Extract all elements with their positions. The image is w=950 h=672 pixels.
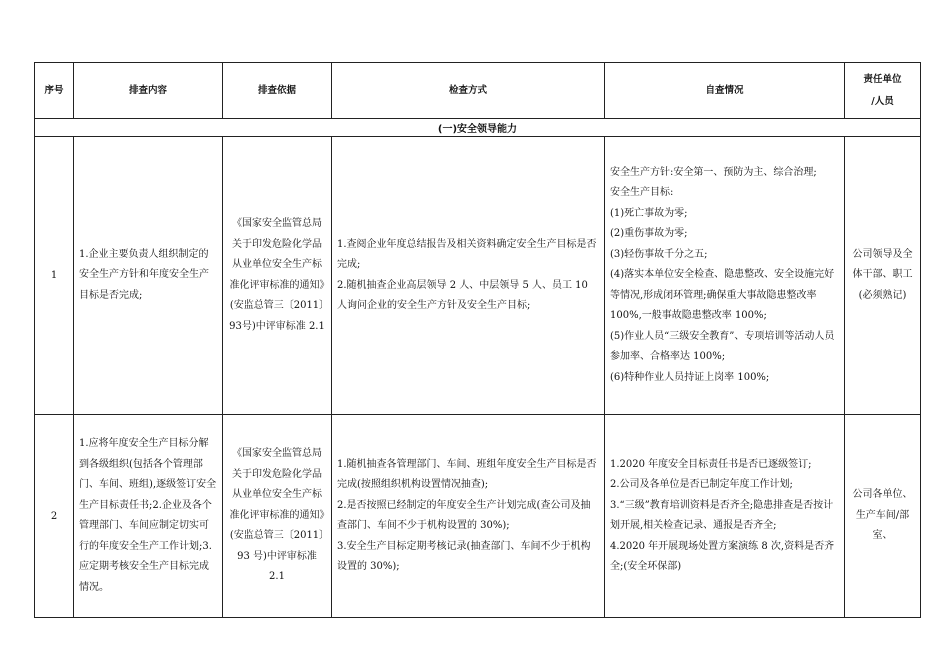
section-title: (一)安全领导能力	[35, 119, 921, 137]
self-check-item: 4.2020 年开展现场处置方案演练 8 次,资料是否齐全;(安全环保部)	[610, 540, 835, 572]
self-check-item: 1.2020 年度安全目标责任书是否已逐级签订;	[610, 458, 812, 470]
row-method	[332, 137, 605, 415]
section-row	[35, 119, 921, 137]
header-row	[35, 63, 921, 119]
header-responsible-line2: /人员	[871, 95, 894, 107]
self-check-item: 安全生产方针:安全第一、预防为主、综合治理;	[610, 166, 817, 178]
inspection-table	[34, 62, 921, 618]
header-method: 检查方式	[332, 63, 605, 119]
header-self-check: 自查情况	[605, 63, 845, 119]
method-item: 2.随机抽查企业高层领导 2 人、中层领导 5 人、员工 10 人询问企业的安全生产方针及安全生产目标;	[337, 279, 588, 311]
self-check-item: (4)落实本单位安全检查、隐患整改、安全设施完好等情况,形成闭环管理;确保重大事故隐患整改率 100%,一般事故隐患整改率 100%;	[610, 269, 835, 322]
header-responsible	[845, 63, 921, 119]
method-item: 1.随机抽查各管理部门、车间、班组年度安全生产目标是否完成(按照组织机构设置情况抽查);	[337, 458, 597, 490]
self-check-item: 2.公司及各单位是否已制定年度工作计划;	[610, 479, 793, 490]
row-content: 1.企业主要负责人组织制定的安全生产方针和年度安全生产目标是否完成;	[74, 137, 223, 415]
row-content: 1.应将年度安全生产目标分解到各级组织(包括各个管理部门、车间、班组),逐级签订安全生产目标责任书;2.企业及各个管理部门、车间应制定切实可行的年度安全生产工作计划;3.应定期考核安全生产目标完成情况。	[74, 415, 223, 618]
header-seq: 序号	[35, 63, 74, 119]
header-responsible-line1: 责任单位	[863, 73, 902, 85]
row-basis: 《国家安全监管总局关于印发危险化学品从业单位安全生产标准化评审标准的通知》(安监总管三〔2011〕93 号)中评审标准 2.1	[223, 415, 332, 618]
header-content: 排查内容	[74, 63, 223, 119]
method-item: 3.安全生产目标定期考核记录(抽查部门、车间不少于机构设置的 30%);	[337, 540, 591, 572]
row-method	[332, 415, 605, 618]
table-row	[35, 415, 921, 618]
header-basis: 排查依据	[223, 63, 332, 119]
self-check-item: (3)轻伤事故千分之五;	[610, 248, 708, 260]
self-check-item: (1)死亡事故为零;	[610, 207, 688, 219]
row-basis: 《国家安全监管总局关于印发危险化学品从业单位安全生产标准化评审标准的通知》(安监总管三〔2011〕93号)中评审标准 2.1	[223, 137, 332, 415]
method-item: 1.查阅企业年度总结报告及相关资料确定安全生产目标是否完成;	[337, 238, 597, 270]
row-responsible: 公司各单位、生产车间/部室、	[845, 415, 921, 618]
self-check-item: 3.“三级”教育培训资料是否齐全;隐患排查是否按计划开展,相关检查记录、通报是否齐全;	[610, 499, 834, 531]
self-check-item: (6)特种作业人员持证上岗率 100%;	[610, 371, 770, 383]
row-responsible: 公司领导及全体干部、职工(必须熟记)	[845, 137, 921, 415]
self-check-item: (2)重伤事故为零;	[610, 228, 688, 240]
row-number: 2	[35, 415, 74, 618]
row-self-check	[605, 415, 845, 618]
row-number: 1	[35, 137, 74, 415]
table-row	[35, 137, 921, 415]
row-self-check	[605, 137, 845, 415]
self-check-item: 安全生产目标:	[610, 187, 674, 199]
method-item: 2.是否按照已经制定的年度安全生产计划完成(查公司及抽查部门、车间不少于机构设置的 30%);	[337, 499, 591, 531]
self-check-item: (5)作业人员“三级安全教育”、专项培训等活动人员参加率、合格率达 100%;	[610, 330, 835, 363]
